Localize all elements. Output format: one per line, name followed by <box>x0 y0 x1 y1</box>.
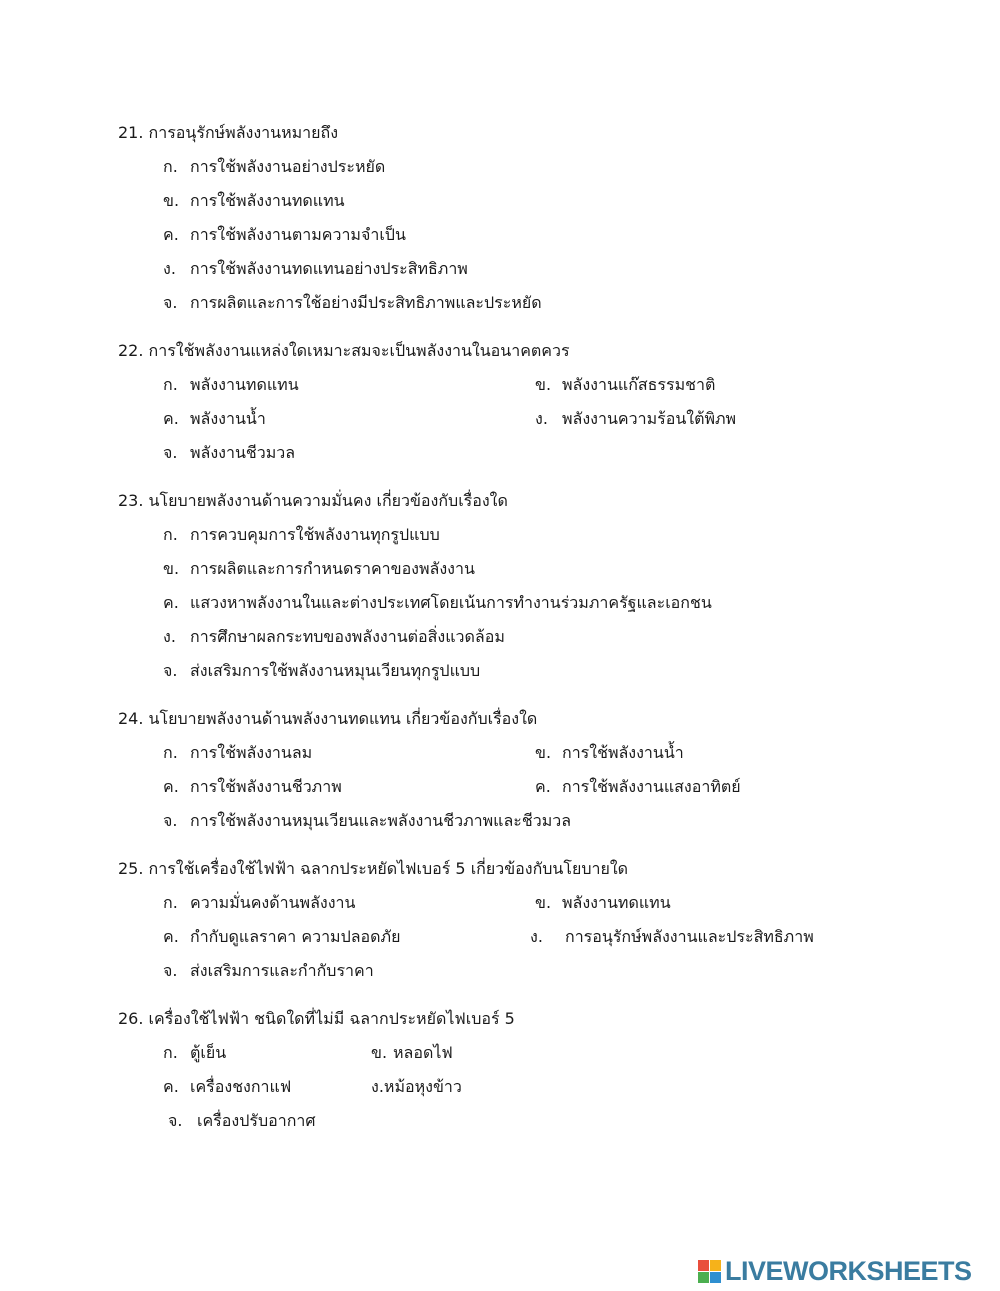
q25-option-e[interactable]: จ. ส่งเสริมการและกำกับราคา <box>163 961 374 980</box>
q22-option-b[interactable]: ข. พลังงานแก๊สธรรมชาติ <box>535 375 716 394</box>
brand-name: LIVEWORKSHEETS <box>725 1255 972 1286</box>
q24-option-e[interactable]: จ. การใช้พลังงานหมุนเวียนและพลังงานชีวภาพและชีวมวล <box>163 811 572 830</box>
q25-option-b[interactable]: ข. พลังงานทดแทน <box>535 893 671 912</box>
q24-option-b[interactable]: ข. การใช้พลังงานน้ำ <box>535 743 684 762</box>
q26-option-a[interactable]: ก. ตู้เย็น <box>163 1043 227 1062</box>
q23-option-a[interactable]: ก. การควบคุมการใช้พลังงานทุกรูปแบบ <box>163 525 440 544</box>
logo-square-green <box>698 1272 709 1283</box>
q22-option-c[interactable]: ค. พลังงานน้ำ <box>163 409 266 428</box>
q21-option-c[interactable]: ค. การใช้พลังงานตามความจำเป็น <box>163 225 406 244</box>
q22-option-d[interactable]: ง. พลังงานความร้อนใต้พิภพ <box>535 409 737 428</box>
q23-option-b[interactable]: ข. การผลิตและการกำหนดราคาของพลังงาน <box>163 559 475 578</box>
question-25-prompt: 25. การใช้เครื่องใช้ไฟฟ้า ฉลากประหยัดไฟเบอร์ 5 เกี่ยวข้องกับนโยบายใด <box>118 859 629 878</box>
q26-option-c[interactable]: ค. เครื่องชงกาแฟ <box>163 1077 292 1096</box>
q22-option-e[interactable]: จ. พลังงานชีวมวล <box>163 443 296 462</box>
logo-squares-icon <box>698 1260 721 1283</box>
q21-option-b[interactable]: ข. การใช้พลังงานทดแทน <box>163 191 345 210</box>
q21-option-d[interactable]: ง. การใช้พลังงานทดแทนอย่างประสิทธิภาพ <box>163 259 468 278</box>
question-23-prompt: 23. นโยบายพลังงานด้านความมั่นคง เกี่ยวข้องกับเรื่องใด <box>118 491 508 510</box>
q24-option-a[interactable]: ก. การใช้พลังงานลม <box>163 743 313 762</box>
q24-option-d[interactable]: ค. การใช้พลังงานแสงอาทิตย์ <box>535 777 741 796</box>
question-21-prompt: 21. การอนุรักษ์พลังงานหมายถึง <box>118 123 339 142</box>
q25-option-c[interactable]: ค. กำกับดูแลราคา ความปลอดภัย <box>163 927 401 946</box>
q26-option-b[interactable]: ข. หลอดไฟ <box>371 1043 453 1062</box>
q25-option-a[interactable]: ก. ความมั่นคงด้านพลังงาน <box>163 893 356 912</box>
logo-square-yellow <box>710 1260 721 1271</box>
q26-option-e[interactable]: จ. เครื่องปรับอากาศ <box>168 1111 316 1130</box>
q21-option-a[interactable]: ก. การใช้พลังงานอย่างประหยัด <box>163 157 386 176</box>
q24-option-c[interactable]: ค. การใช้พลังงานชีวภาพ <box>163 777 342 796</box>
q22-option-a[interactable]: ก. พลังงานทดแทน <box>163 375 299 394</box>
q26-option-d[interactable]: ง.หม้อหุงข้าว <box>371 1077 462 1096</box>
logo-square-red <box>698 1260 709 1271</box>
q21-option-e[interactable]: จ. การผลิตและการใช้อย่างมีประสิทธิภาพและประหยัด <box>163 293 542 312</box>
q23-option-e[interactable]: จ. ส่งเสริมการใช้พลังงานหมุนเวียนทุกรูปแบบ <box>163 661 481 680</box>
logo-square-blue <box>710 1272 721 1283</box>
q23-option-d[interactable]: ง. การศึกษาผลกระทบของพลังงานต่อสิ่งแวดล้อม <box>163 627 505 646</box>
liveworksheets-logo[interactable] <box>698 1256 972 1286</box>
question-26-prompt: 26. เครื่องใช้ไฟฟ้า ชนิดใดที่ไม่มี ฉลากประหยัดไฟเบอร์ 5 <box>118 1009 515 1028</box>
q25-option-d[interactable]: ง. การอนุรักษ์พลังงานและประสิทธิภาพ <box>530 927 814 946</box>
question-24-prompt: 24. นโยบายพลังงานด้านพลังงานทดแทน เกี่ยวข้องกับเรื่องใด <box>118 709 538 728</box>
q23-option-c[interactable]: ค. แสวงหาพลังงานในและต่างประเทศโดยเน้นการทำงานร่วมภาครัฐและเอกชน <box>163 593 712 612</box>
question-22-prompt: 22. การใช้พลังงานแหล่งใดเหมาะสมจะเป็นพลังงานในอนาคตควร <box>118 341 570 360</box>
